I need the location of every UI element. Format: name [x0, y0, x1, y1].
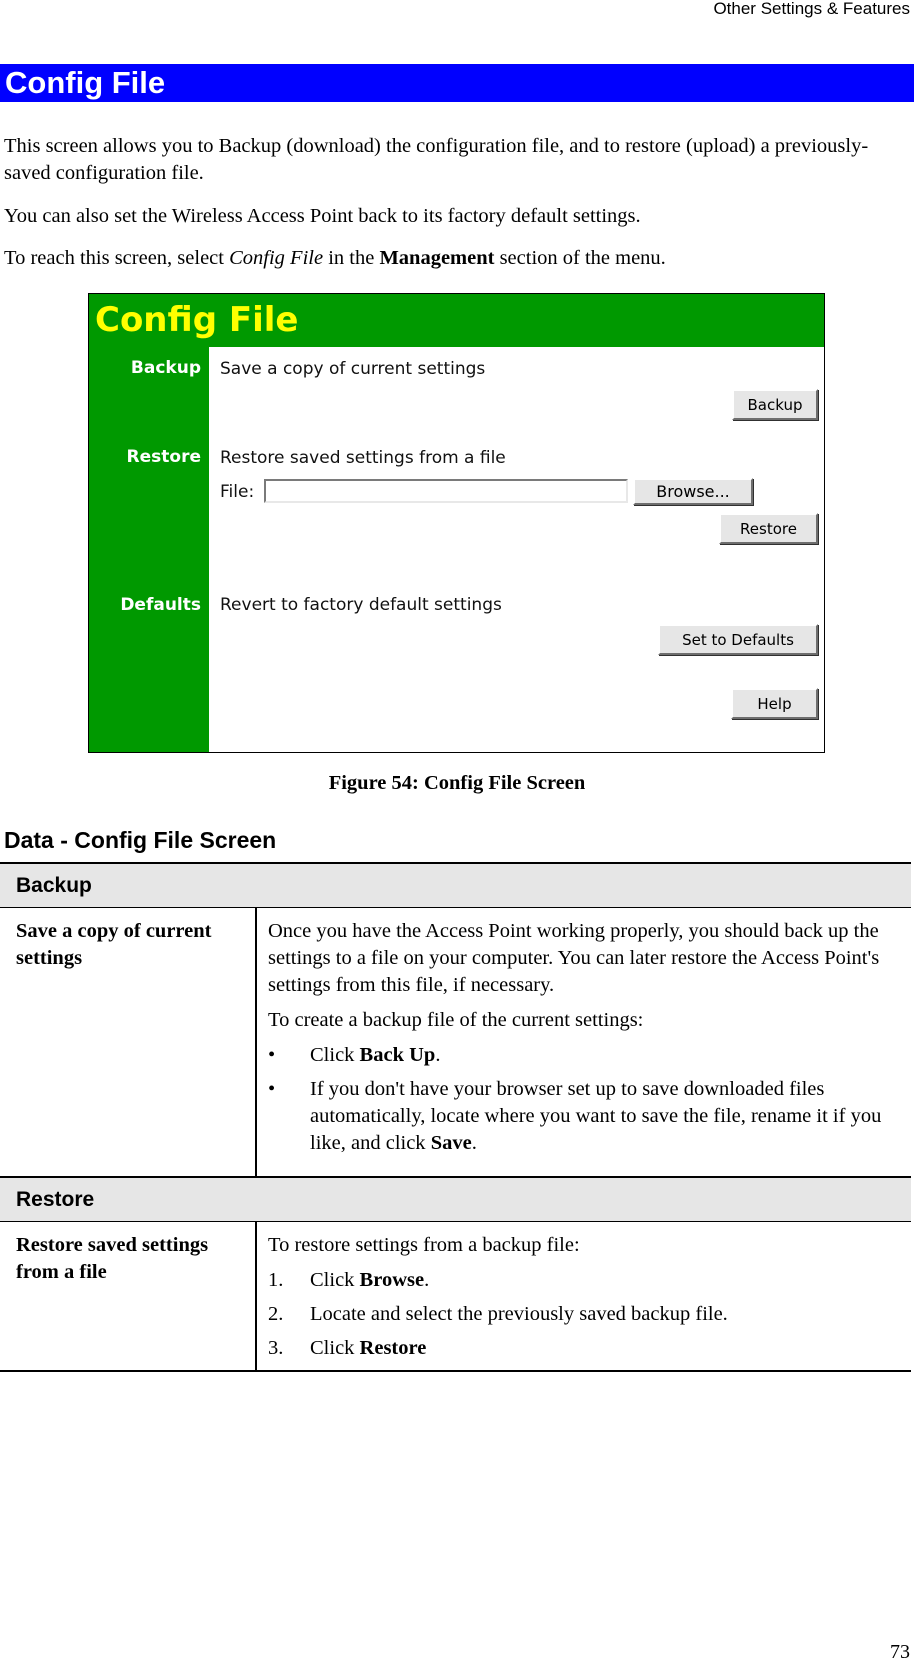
restore-row-description: [268, 1232, 888, 1369]
backup-bullet-1-bold: Back Up: [359, 1044, 436, 1066]
backup-bullet-1-post: .: [435, 1044, 441, 1066]
restore-step-2-text: Locate and select the previously saved backup file.: [310, 1303, 728, 1325]
backup-bullet-2-bold: Save: [430, 1132, 472, 1154]
step-number: 1.: [268, 1269, 284, 1291]
backup-bullet-2-post: .: [471, 1132, 477, 1154]
backup-section-label: Backup: [130, 358, 201, 378]
backup-bullet-1: [268, 1042, 888, 1069]
intro-p3-italic: Config File: [229, 247, 324, 269]
restore-step-2: [268, 1301, 888, 1328]
screenshot-title: Config File: [95, 300, 299, 340]
intro-p3-post: section of the menu.: [494, 247, 666, 269]
step-number: 3.: [268, 1337, 284, 1359]
intro-paragraph-3: [4, 245, 904, 272]
set-to-defaults-button[interactable]: Set to Defaults: [658, 624, 818, 655]
table-band-backup: Backup: [0, 862, 911, 907]
restore-step-1: [268, 1267, 888, 1294]
intro-p3-bold: Management: [379, 247, 495, 269]
backup-row-description: [268, 918, 888, 1164]
step-number: 2.: [268, 1303, 284, 1325]
column-divider: [255, 1222, 257, 1372]
backup-desc-paragraph-1: Once you have the Access Point working properly, you should back up the settings to a file on your computer. You can later restore the Access Point's settings from this file, if necessary.: [268, 920, 880, 996]
bullet-mark: •: [268, 1078, 276, 1100]
restore-section-label: Restore: [126, 447, 201, 467]
column-divider: [255, 908, 257, 1179]
file-path-input[interactable]: [264, 479, 628, 503]
table-band-restore: Restore: [0, 1176, 911, 1221]
backup-bullet-2-pre: If you don't have your browser set up to save downloaded files automatically, locate where you want to save the file, rename it if you like, and click: [310, 1078, 882, 1154]
backup-bullet-1-pre: Click: [310, 1044, 360, 1066]
page-number: 73: [890, 1641, 910, 1663]
intro-paragraph-2: You can also set the Wireless Access Point back to its factory default settings.: [4, 205, 641, 227]
restore-desc-intro: To restore settings from a backup file:: [268, 1234, 580, 1256]
figure-caption: Figure 54: Config File Screen: [328, 772, 586, 794]
browse-button[interactable]: Browse...: [633, 478, 753, 505]
running-header: Other Settings & Features: [713, 0, 910, 18]
restore-button[interactable]: Restore: [719, 513, 818, 544]
restore-step-3-bold: Restore: [359, 1337, 427, 1359]
defaults-section-label: Defaults: [120, 595, 201, 615]
backup-desc-paragraph-2: To create a backup file of the current settings:: [268, 1009, 644, 1031]
backup-description: Save a copy of current settings: [220, 359, 486, 379]
file-label: File:: [220, 482, 255, 502]
table-row-restore: [0, 1221, 911, 1372]
help-button[interactable]: Help: [731, 688, 818, 719]
defaults-description: Revert to factory default settings: [220, 595, 502, 615]
table-bottom-rule: [0, 1370, 911, 1372]
backup-bullet-2: [268, 1076, 888, 1157]
restore-description: Restore saved settings from a file: [220, 448, 506, 468]
restore-step-3: [268, 1335, 888, 1362]
intro-paragraph-1: This screen allows you to Backup (download) the configuration file, and to restore (upload) a previously-saved configuration file.: [4, 135, 869, 184]
config-file-screenshot: [88, 293, 825, 753]
backup-row-label: Save a copy of current settings: [16, 920, 212, 969]
bullet-mark: •: [268, 1044, 276, 1066]
table-row-backup: [0, 907, 911, 1179]
backup-button[interactable]: Backup: [732, 389, 818, 420]
intro-p3-pre: To reach this screen, select: [4, 247, 230, 269]
restore-step-1-pre: Click: [310, 1269, 360, 1291]
screenshot-header: [89, 294, 824, 347]
restore-row-label: Restore saved settings from a file: [16, 1234, 209, 1283]
intro-p3-mid: in the: [323, 247, 380, 269]
section-heading: Data - Config File Screen: [4, 827, 277, 853]
screenshot-sidebar: [89, 347, 209, 753]
restore-step-3-pre: Click: [310, 1337, 360, 1359]
restore-step-1-post: .: [424, 1269, 430, 1291]
page-title: Config File: [0, 64, 914, 102]
restore-step-1-bold: Browse: [359, 1269, 425, 1291]
